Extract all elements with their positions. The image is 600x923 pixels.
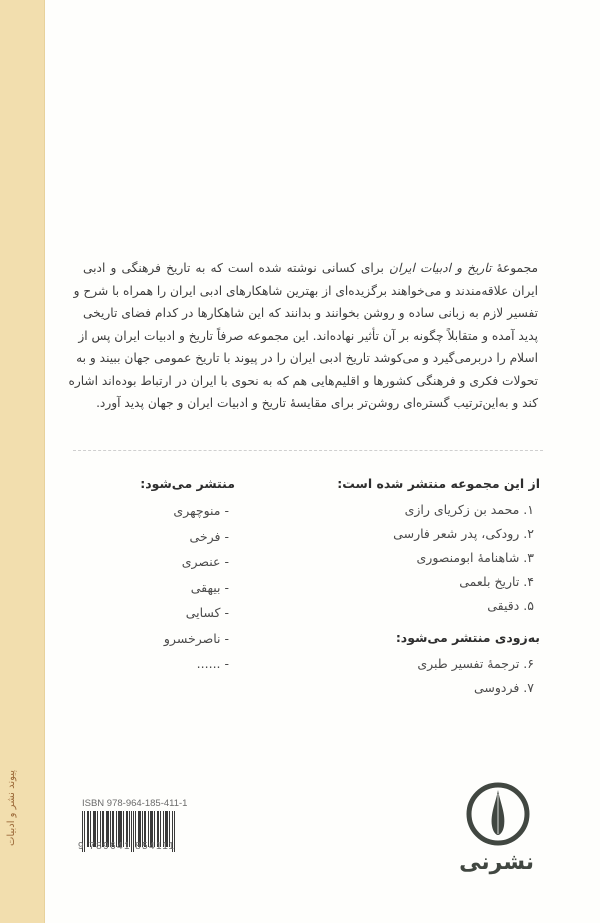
forthcoming-heading: منتشر می‌شود: <box>140 476 235 491</box>
forthcoming-list <box>95 498 235 677</box>
reed-leaf-icon <box>462 780 534 848</box>
list-item: ۲. رودکی، پدر شعر فارسی <box>393 526 534 541</box>
publisher-name: نشرنی <box>459 850 534 875</box>
description-line: تحولات فکری و فرهنگی کشورها و اقلیم‌هایی هم که به نحوی با ایران در ارتباط بوده‌اند اشاره <box>68 373 538 388</box>
dashed-divider <box>73 450 543 451</box>
barcode-digits: 9 789641 854111 <box>78 841 176 852</box>
coming-soon-list <box>340 652 540 700</box>
description-line: پدید آمده و متقابلاً چگونه بر آن تأثیر نهاده‌اند. این مجموعه صرفاً تاریخ و ادبیات ایران پس از <box>78 328 538 343</box>
isbn-barcode <box>78 798 188 860</box>
list-item: - ناصرخسرو <box>163 630 229 646</box>
list-item: - کسایی <box>185 605 229 620</box>
list-item: ۴. تاریخ بلعمی <box>459 574 534 589</box>
published-titles-column <box>337 474 540 700</box>
list-item: ۳. شاهنامهٔ ابومنصوری <box>416 550 534 565</box>
list-item: ۱. محمد بن زکریای رازی <box>404 502 534 517</box>
series-title-italic: تاریخ و ادبیات ایران <box>389 261 492 275</box>
spine-inscription: پیوند نشر و ادبیات <box>6 769 17 847</box>
list-item: ۵. دقیقی <box>487 598 534 613</box>
list-item: - عنصری <box>181 554 229 569</box>
published-heading: از این مجموعه منتشر شده است: <box>337 476 540 491</box>
description-text: مجموعهٔ <box>491 261 538 275</box>
list-item: - فرخی <box>189 528 229 544</box>
description-line: ایران علاقه‌مندند و می‌خواهند برگزیده‌ای از بهترین شاهکارهای ادبی ایران را همراه با شرح و <box>73 283 538 298</box>
publisher-logo <box>459 780 534 884</box>
book-spine <box>0 0 45 923</box>
list-item: - منوچهری <box>173 503 229 518</box>
coming-soon-heading: به‌زودی منتشر می‌شود: <box>395 630 540 645</box>
list-item: - بیهقی <box>190 579 229 595</box>
list-item: ۶. ترجمهٔ تفسیر طبری <box>417 656 534 671</box>
list-item: - ...... <box>196 656 229 671</box>
forthcoming-titles-column <box>95 474 235 677</box>
coming-soon-section <box>340 628 540 700</box>
series-description <box>68 257 538 415</box>
description-line: تفسیر لازم به زبانی ساده و روشن بخوانند و بدانند که این شاهکارها در کدام فضای تاریخی <box>83 306 538 320</box>
description-line: کند و به‌این‌ترتیب گستره‌ای روشن‌تر برای مقایسهٔ تاریخ و ادبیات ایران و جهان پدید آورد. <box>96 396 538 410</box>
description-line: اسلام را دربرمی‌گیرد و می‌کوشد تاریخ ادبی ایران را در پیوند با تاریخ عمومی جهان ببیند و به <box>76 351 538 365</box>
description-line <box>83 257 538 280</box>
isbn-label: ISBN 978-964-185-411-1 <box>82 798 188 809</box>
description-text: برای کسانی نوشته شده است که به تاریخ فرهنگی و ادبی <box>83 261 390 275</box>
published-list <box>340 498 540 618</box>
list-item: ۷. فردوسی <box>473 680 534 695</box>
